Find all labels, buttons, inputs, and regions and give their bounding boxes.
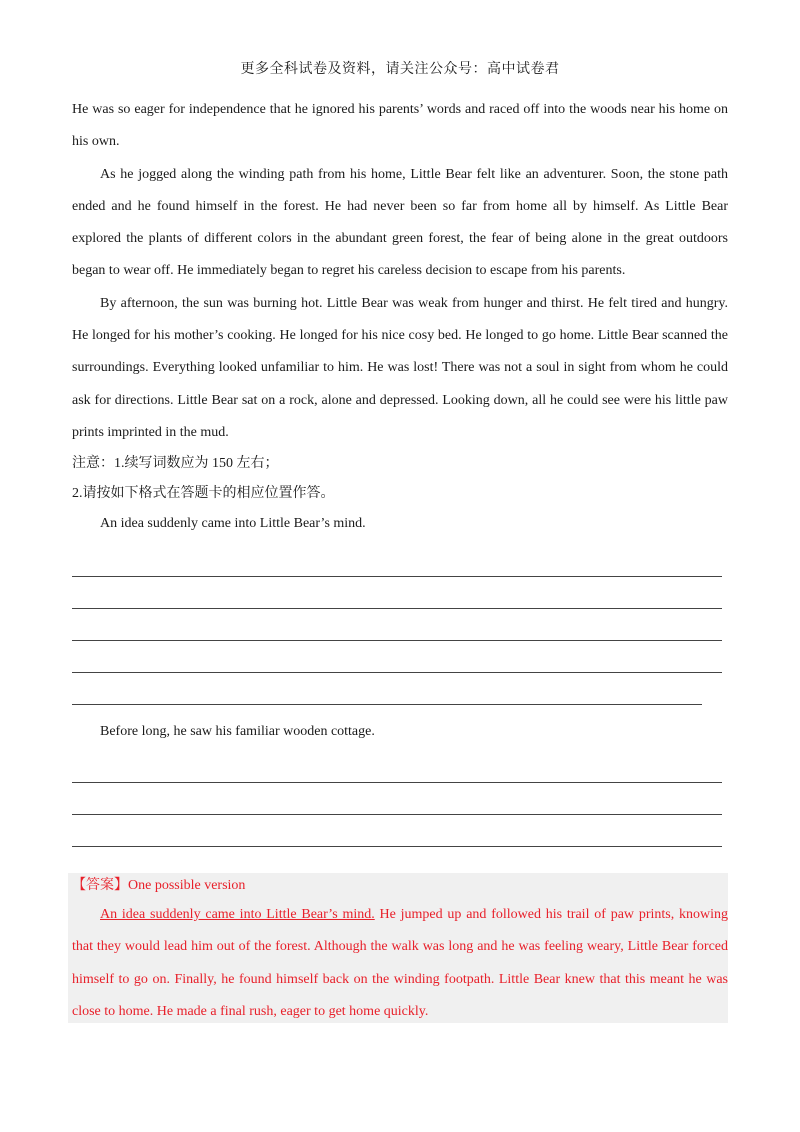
instruction-note-1: 注意：1.续写词数应为 150 左右； xyxy=(72,456,279,472)
writing-line xyxy=(72,545,722,577)
writing-line xyxy=(72,783,722,815)
answer-heading xyxy=(72,873,728,899)
writing-line xyxy=(72,673,702,705)
answer-text xyxy=(72,899,728,1028)
writing-line xyxy=(72,577,722,609)
answer-label: 【答案】 xyxy=(72,878,128,893)
writing-area-1 xyxy=(72,545,728,705)
writing-line xyxy=(72,815,722,847)
writing-line xyxy=(72,751,722,783)
answer-label-suffix: One possible version xyxy=(128,878,246,893)
writing-line xyxy=(72,641,722,673)
page-header: 更多全科试卷及资料，请关注公众号：高中试卷君 xyxy=(240,62,560,77)
document-body xyxy=(72,94,728,911)
continuation-prompt-1: An idea suddenly came into Little Bear’s mind. xyxy=(100,516,366,532)
instruction-note-2: 2.请按如下格式在答题卡的相应位置作答。 xyxy=(72,486,335,502)
writing-line xyxy=(72,609,722,641)
answer-opening-underlined: An idea suddenly came into Little Bear’s mind. xyxy=(100,907,375,922)
story-paragraph-1: He was so eager for independence that he ignored his parents’ words and raced off into the woods near his home on his own. xyxy=(72,102,728,150)
answer-body: He jumped up and followed his trail of paw prints, knowing that they would lead him out of the forest. Although the walk was long and he was feeling weary, Little Bear forced himself to go on. Finally, he found himself back on the winding footpath. Little Bear knew that this meant he was close to home. He made a final rush, eager to get home quickly. xyxy=(72,907,728,1019)
story-paragraph-3: By afternoon, the sun was burning hot. Little Bear was weak from hunger and thirst. He felt tired and hungry. He longed for his mother’s cooking. He longed for his nice cosy bed. He longed to go home. Little Bear scanned the surroundings. Everything looked unfamiliar to him. He was lost! There was not a soul in sight from whom he could ask for directions. Little Bear sat on a rock, alone and depressed. Looking down, all he could see were his little paw prints imprinted in the mud. xyxy=(72,295,728,440)
continuation-prompt-2: Before long, he saw his familiar wooden cottage. xyxy=(100,724,375,740)
story-paragraph-2: As he jogged along the winding path from his home, Little Bear felt like an adventurer. Soon, the stone path ended and he found himself in the forest. He had never been so far from home all by himself. As Little Bear explored the plants of different colors in the abundant green forest, the fear of being alone in the great outdoors began to wear off. He immediately began to regret his careless decision to escape from his parents. xyxy=(72,166,728,279)
answer-box xyxy=(68,873,728,1023)
